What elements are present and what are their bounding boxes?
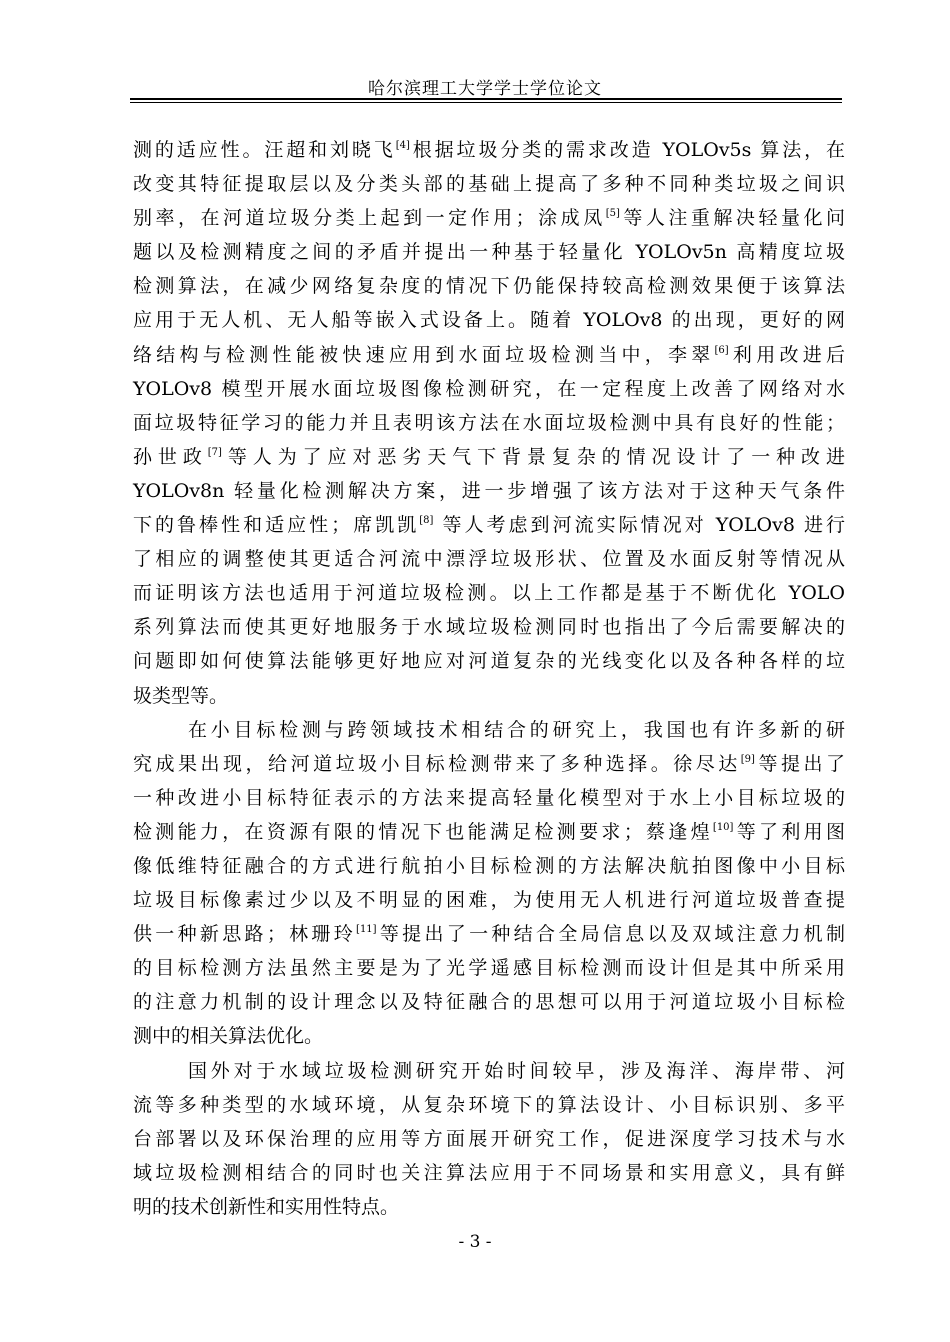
text-line: 应用于无人机、无人船等嵌入式设备上。随着 YOLOv8 的出现，更好的网 [133, 309, 845, 332]
text-line: 了相应的调整使其更适合河流中漂浮垃圾形状、位置及水面反射等情况从 [133, 548, 845, 571]
text-line: YOLOv8n 轻量化检测解决方案，进一步增强了该方法对于这种天气条件 [133, 479, 845, 502]
text-line: 国外对于水域垃圾检测研究开始时间较早，涉及海洋、海岸带、河 [188, 1059, 845, 1082]
body-text [133, 133, 845, 1224]
citation-ref: [11] [356, 924, 377, 936]
header-rule [130, 98, 842, 103]
citation-ref: [7] [207, 446, 222, 458]
text-line: 面垃圾特征学习的能力并且表明该方法在水面垃圾检测中具有良好的性能； [133, 411, 845, 434]
text-line: 台部署以及环保治理的应用等方面展开研究工作，促进深度学习技术与水 [133, 1127, 845, 1150]
text-line: 问题即如何使算法能够更好地应对河道复杂的光线变化以及各种各样的垃 [133, 650, 845, 673]
text-line: 下的鲁棒性和适应性；席凯凯[8] 等人考虑到河流实际情况对 YOLOv8 进行 [133, 514, 845, 537]
text-line: 络结构与检测性能被快速应用到水面垃圾检测当中，李翠[6]利用改进后 [133, 343, 845, 366]
text-line: 系列算法而使其更好地服务于水域垃圾检测同时也指出了今后需要解决的 [133, 616, 845, 639]
text-line: 的注意力机制的设计理念以及特征融合的思想可以用于河道垃圾小目标检 [133, 991, 845, 1014]
text-line: 而证明该方法也适用于河道垃圾检测。以上工作都是基于不断优化 YOLO [133, 582, 845, 605]
text-line: 检测能力，在资源有限的情况下也能满足检测要求；蔡逢煌[10]等了利用图 [133, 820, 845, 843]
citation-ref: [10] [712, 821, 734, 833]
text-line: 究成果出现，给河道垃圾小目标检测带来了多种选择。徐尽达[9]等提出了 [133, 752, 845, 775]
text-line: 供一种新思路；林珊玲[11]等提出了一种结合全局信息以及双域注意力机制 [133, 923, 845, 946]
text-line: 测的适应性。汪超和刘晓飞[4]根据垃圾分类的需求改造 YOLOv5s 算法，在 [133, 139, 845, 161]
text-line: 的目标检测方法虽然主要是为了光学遥感目标检测而设计但是其中所采用 [133, 957, 845, 980]
text-line: 别率，在河道垃圾分类上起到一定作用；涂成凤[5]等人注重解决轻量化问 [133, 207, 845, 230]
paragraph [133, 1054, 845, 1224]
citation-ref: [8] [419, 515, 434, 527]
text-line: 域垃圾检测相结合的同时也关注算法应用于不同场景和实用意义，具有鲜 [133, 1161, 845, 1184]
text-line: 流等多种类型的水域环境，从复杂环境下的算法设计、小目标识别、多平 [133, 1093, 845, 1116]
text-line: 检测算法，在减少网络复杂度的情况下仍能保持较高检测效果便于该算法 [133, 275, 845, 298]
text-line: 圾类型等。 [133, 684, 229, 707]
citation-ref: [4] [395, 140, 410, 151]
text-line: 改变其特征提取层以及分类头部的基础上提高了多种不同种类垃圾之间识 [133, 173, 845, 196]
text-line: YOLOv8 模型开展水面垃圾图像检测研究，在一定程度上改善了网络对水 [133, 377, 845, 400]
text-line: 一种改进小目标特征表示的方法来提高轻量化模型对于水上小目标垃圾的 [133, 786, 845, 809]
text-line: 孙世政[7]等人为了应对恶劣天气下背景复杂的情况设计了一种改进 [133, 445, 845, 468]
citation-ref: [5] [605, 208, 620, 220]
paragraph [133, 713, 845, 1054]
citation-ref: [6] [714, 344, 729, 356]
page-header: 哈尔滨理工大学学士学位论文 [368, 79, 602, 99]
text-line: 像低维特征融合的方式进行航拍小目标检测的方法解决航拍图像中小目标 [133, 854, 845, 877]
text-line: 测中的相关算法优化。 [133, 1025, 324, 1048]
text-line: 垃圾目标像素过少以及不明显的困难，为使用无人机进行河道垃圾普查提 [133, 889, 845, 912]
text-line: 题以及检测精度之间的矛盾并提出一种基于轻量化 YOLOv5n 高精度垃圾 [133, 241, 845, 264]
citation-ref: [9] [740, 753, 755, 765]
text-line: 在小目标检测与跨领域技术相结合的研究上，我国也有许多新的研 [188, 718, 845, 741]
paragraph [133, 133, 845, 713]
page-number: - 3 - [458, 1232, 492, 1252]
text-line: 明的技术创新性和实用性特点。 [133, 1195, 400, 1218]
